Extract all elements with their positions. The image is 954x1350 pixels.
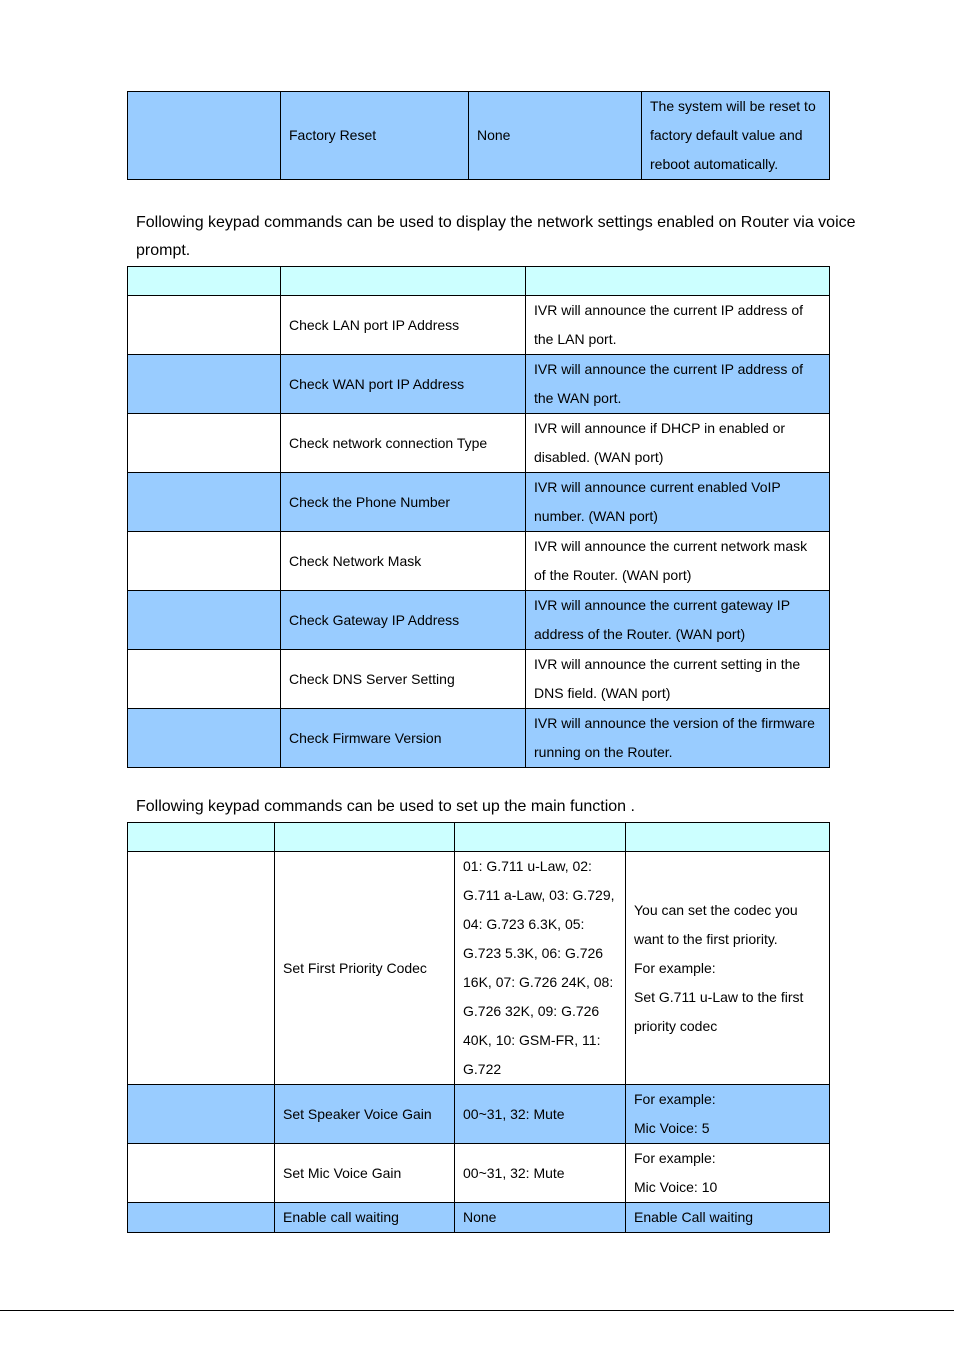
- cell-line: Mic Voice: 10: [634, 1179, 718, 1195]
- header-cell: [281, 267, 526, 296]
- table-cell: Check Gateway IP Address: [281, 591, 526, 650]
- cell-line: Set G.711 u-Law to the first priority codec: [634, 988, 804, 1034]
- table-cell: Check DNS Server Setting: [281, 650, 526, 709]
- table-cell: Set First Priority Codec: [275, 852, 455, 1085]
- cell-line: For example:: [634, 1091, 716, 1107]
- table-cell: [128, 852, 275, 1085]
- table-header-row: [128, 267, 830, 296]
- table-row: [128, 1203, 830, 1233]
- table-cell: Check the Phone Number: [281, 473, 526, 532]
- table-row: [128, 1085, 830, 1144]
- table-cell: [626, 852, 830, 1085]
- main-function-table: [127, 822, 830, 1233]
- table-cell: IVR will announce current enabled VoIP number. (WAN port): [526, 473, 830, 532]
- table-row: [128, 650, 830, 709]
- table-cell: [128, 1203, 275, 1233]
- table-cell: Enable Call waiting: [626, 1203, 830, 1233]
- table-cell: Enable call waiting: [275, 1203, 455, 1233]
- table-row: [128, 852, 830, 1085]
- table-cell: IVR will announce the version of the firmware running on the Router.: [526, 709, 830, 768]
- table-cell: [128, 92, 281, 180]
- table-cell: [626, 1085, 830, 1144]
- network-settings-table: [127, 266, 830, 768]
- table-cell: IVR will announce if DHCP in enabled or disabled. (WAN port): [526, 414, 830, 473]
- table-row: [128, 414, 830, 473]
- table-cell: Check Firmware Version: [281, 709, 526, 768]
- table-cell: 00~31, 32: Mute: [455, 1085, 626, 1144]
- table-cell: None: [455, 1203, 626, 1233]
- table-cell: [128, 1085, 275, 1144]
- table-row: [128, 532, 830, 591]
- table-row: [128, 92, 830, 180]
- table-row: [128, 591, 830, 650]
- header-cell: [526, 267, 830, 296]
- cell-line: For example:: [634, 1150, 716, 1166]
- table-row: [128, 709, 830, 768]
- header-cell: [128, 823, 275, 852]
- paragraph-main-function: Following keypad commands can be used to set up the main function .: [136, 798, 635, 815]
- table-cell: 00~31, 32: Mute: [455, 1144, 626, 1203]
- table-cell: Factory Reset: [281, 92, 469, 180]
- table-cell: [128, 709, 281, 768]
- table-cell: Check LAN port IP Address: [281, 296, 526, 355]
- header-cell: [455, 823, 626, 852]
- table-cell: 01: G.711 u-Law, 02: G.711 a-Law, 03: G.729, 04: G.723 6.3K, 05: G.723 5.3K, 06: G.726 16K, 07: G.726 24K, 08: G.726 32K, 09: G.726 40K, 10: GSM-FR, 11: G.722: [455, 852, 626, 1085]
- table-cell: [128, 414, 281, 473]
- paragraph-network: Following keypad commands can be used to display the network settings enabled on Router via voice prompt.: [136, 214, 856, 259]
- table-row: [128, 1144, 830, 1203]
- table-cell: Check WAN port IP Address: [281, 355, 526, 414]
- table-cell: [128, 650, 281, 709]
- table-cell: Check network connection Type: [281, 414, 526, 473]
- table-cell: IVR will announce the current network mask of the Router. (WAN port): [526, 532, 830, 591]
- header-cell: [275, 823, 455, 852]
- footer-divider: [0, 1310, 954, 1311]
- table-header-row: [128, 823, 830, 852]
- table-cell: The system will be reset to factory default value and reboot automatically.: [642, 92, 830, 180]
- table-cell: [128, 591, 281, 650]
- table-row: [128, 473, 830, 532]
- table-cell: None: [469, 92, 642, 180]
- table-cell: IVR will announce the current setting in the DNS field. (WAN port): [526, 650, 830, 709]
- table-cell: [128, 532, 281, 591]
- table-row: [128, 355, 830, 414]
- table-cell: Set Speaker Voice Gain: [275, 1085, 455, 1144]
- table-cell: [128, 296, 281, 355]
- table-cell: Set Mic Voice Gain: [275, 1144, 455, 1203]
- table-cell: [128, 473, 281, 532]
- table-cell: [626, 1144, 830, 1203]
- cell-line: For example:: [634, 959, 716, 976]
- table-cell: [128, 1144, 275, 1203]
- cell-line: Mic Voice: 5: [634, 1120, 710, 1136]
- header-cell: [626, 823, 830, 852]
- table-cell: Check Network Mask: [281, 532, 526, 591]
- cell-line: You can set the codec you want to the first priority.: [634, 901, 798, 947]
- table-cell: IVR will announce the current IP address of the LAN port.: [526, 296, 830, 355]
- table-row: [128, 296, 830, 355]
- table-cell: IVR will announce the current gateway IP address of the Router. (WAN port): [526, 591, 830, 650]
- header-cell: [128, 267, 281, 296]
- factory-reset-table: [127, 91, 830, 180]
- table-cell: IVR will announce the current IP address of the WAN port.: [526, 355, 830, 414]
- table-cell: [128, 355, 281, 414]
